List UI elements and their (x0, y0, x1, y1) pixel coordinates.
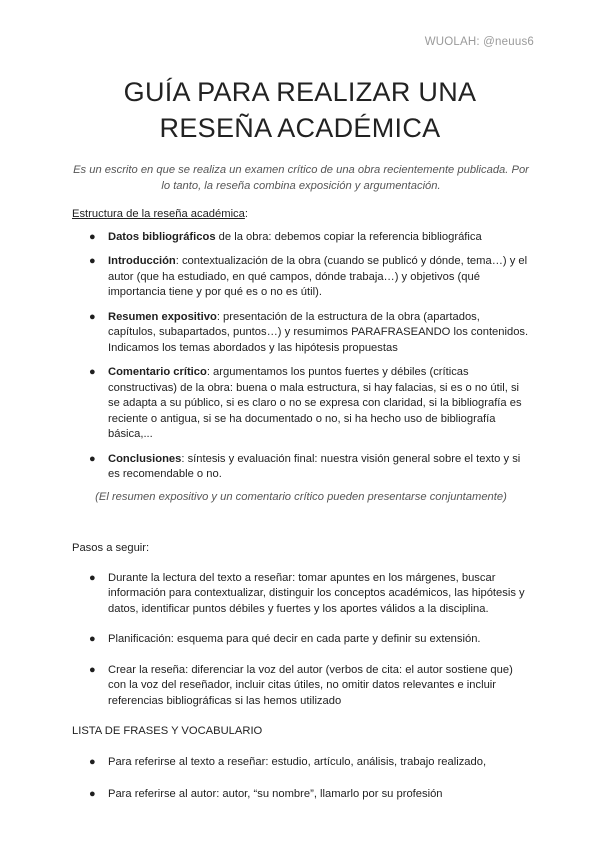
item-text: : contextualización de la obra (cuando se publicó y dónde, tema…) y el autor (que ha estudiado, en qué campos, dónde trabaja…) y objetivos (qué importancia tiene y por qué es o no es útil). (108, 255, 528, 298)
bullet-icon: ● (89, 571, 96, 584)
item-text: : argumentamos los puntos fuertes y débiles (críticas constructivas) de la obra: buena o mala estructura, si hay falacias, si es o no útil, si se adapta a su público, si es claro o no se expresa con claridad, si la bibliografía es reciente o antigua, si se ha documentado o no, si ha hecho uso de bibliografía básica,... (108, 366, 522, 440)
item-text: : síntesis y evaluación final: nuestra visión general sobre el texto y si es recomendable o no. (108, 452, 521, 480)
list-item (72, 755, 530, 771)
step-text: Planificación: esquema para qué decir en cada parte y definir su extensión. (108, 633, 481, 645)
structure-heading-colon: : (244, 208, 248, 220)
page-title-line-1: GUÍA PARA REALIZAR UNA (123, 77, 477, 107)
subtitle: Es un escrito en que se realiza un examen crítico de una obra recientemente publicada. Por lo tanto, la reseña combina exposición y argumentación. (73, 164, 529, 192)
structure-heading-text: Estructura de la reseña académica (72, 208, 245, 220)
list-item (72, 787, 530, 803)
vocabulary-list (72, 755, 530, 803)
vocab-text: Para referirse al autor: autor, “su nombre”, llamarlo por su profesión (108, 788, 443, 800)
bullet-icon: ● (89, 788, 96, 800)
bullet-icon: ● (89, 633, 96, 645)
item-text: : presentación de la estructura de la obra (apartados, capítulos, subapartados, puntos…) y resumimos PARAFRASEANDO los contenidos. Indicamos los temas abordados y las hipótesis propuestas (108, 310, 529, 354)
item-term: Resumen expositivo (108, 310, 217, 323)
list-item (72, 230, 530, 246)
list-item (72, 310, 530, 357)
item-term: Introducción (108, 255, 176, 267)
list-item (72, 632, 530, 648)
list-item (72, 365, 530, 443)
bullet-icon: ● (89, 663, 96, 676)
bullet-icon: ● (89, 755, 96, 768)
step-text: Durante la lectura del texto a reseñar: tomar apuntes en los márgenes, buscar información para contextualizar, distinguir los conceptos académicos, las hipótesis y datos, identificar puntos débiles y fuertes y los aportes válidos a la disciplina. (108, 571, 525, 615)
document-body (72, 207, 530, 820)
structure-note: (El resumen expositivo y un comentario crítico pueden presentarse conjuntamente) (95, 490, 507, 503)
bullet-icon: ● (89, 230, 96, 243)
page-title-line-2: RESEÑA ACADÉMICA (159, 113, 441, 143)
bullet-icon: ● (89, 255, 96, 267)
bullet-icon: ● (89, 452, 96, 465)
item-term: Comentario crítico (108, 366, 207, 378)
structure-list (72, 230, 530, 483)
structure-heading (72, 207, 530, 223)
item-term: Datos bibliográficos (108, 230, 216, 243)
vocabulary-heading: LISTA DE FRASES Y VOCABULARIO (72, 725, 263, 737)
bullet-icon: ● (89, 310, 96, 323)
step-text: Crear la reseña: diferenciar la voz del autor (verbos de cita: el autor sostiene que) con la voz del reseñador, incluir citas útiles, no omitir datos relevantes e incluir referencias bibliográficas si las hemos utilizado (108, 663, 513, 707)
watermark: WUOLAH: @neuus6 (424, 36, 534, 48)
list-item (72, 571, 530, 618)
vocab-text: Para referirse al texto a reseñar: estudio, artículo, análisis, trabajo realizado, (108, 755, 487, 768)
page-title (0, 74, 600, 146)
steps-heading: Pasos a seguir: (72, 542, 150, 554)
list-item (72, 254, 530, 301)
steps-list (72, 571, 530, 710)
list-item (72, 663, 530, 710)
item-text: de la obra: debemos copiar la referencia bibliográfica (215, 230, 482, 243)
item-term: Conclusiones (108, 452, 182, 465)
list-item (72, 452, 530, 483)
bullet-icon: ● (89, 366, 96, 378)
